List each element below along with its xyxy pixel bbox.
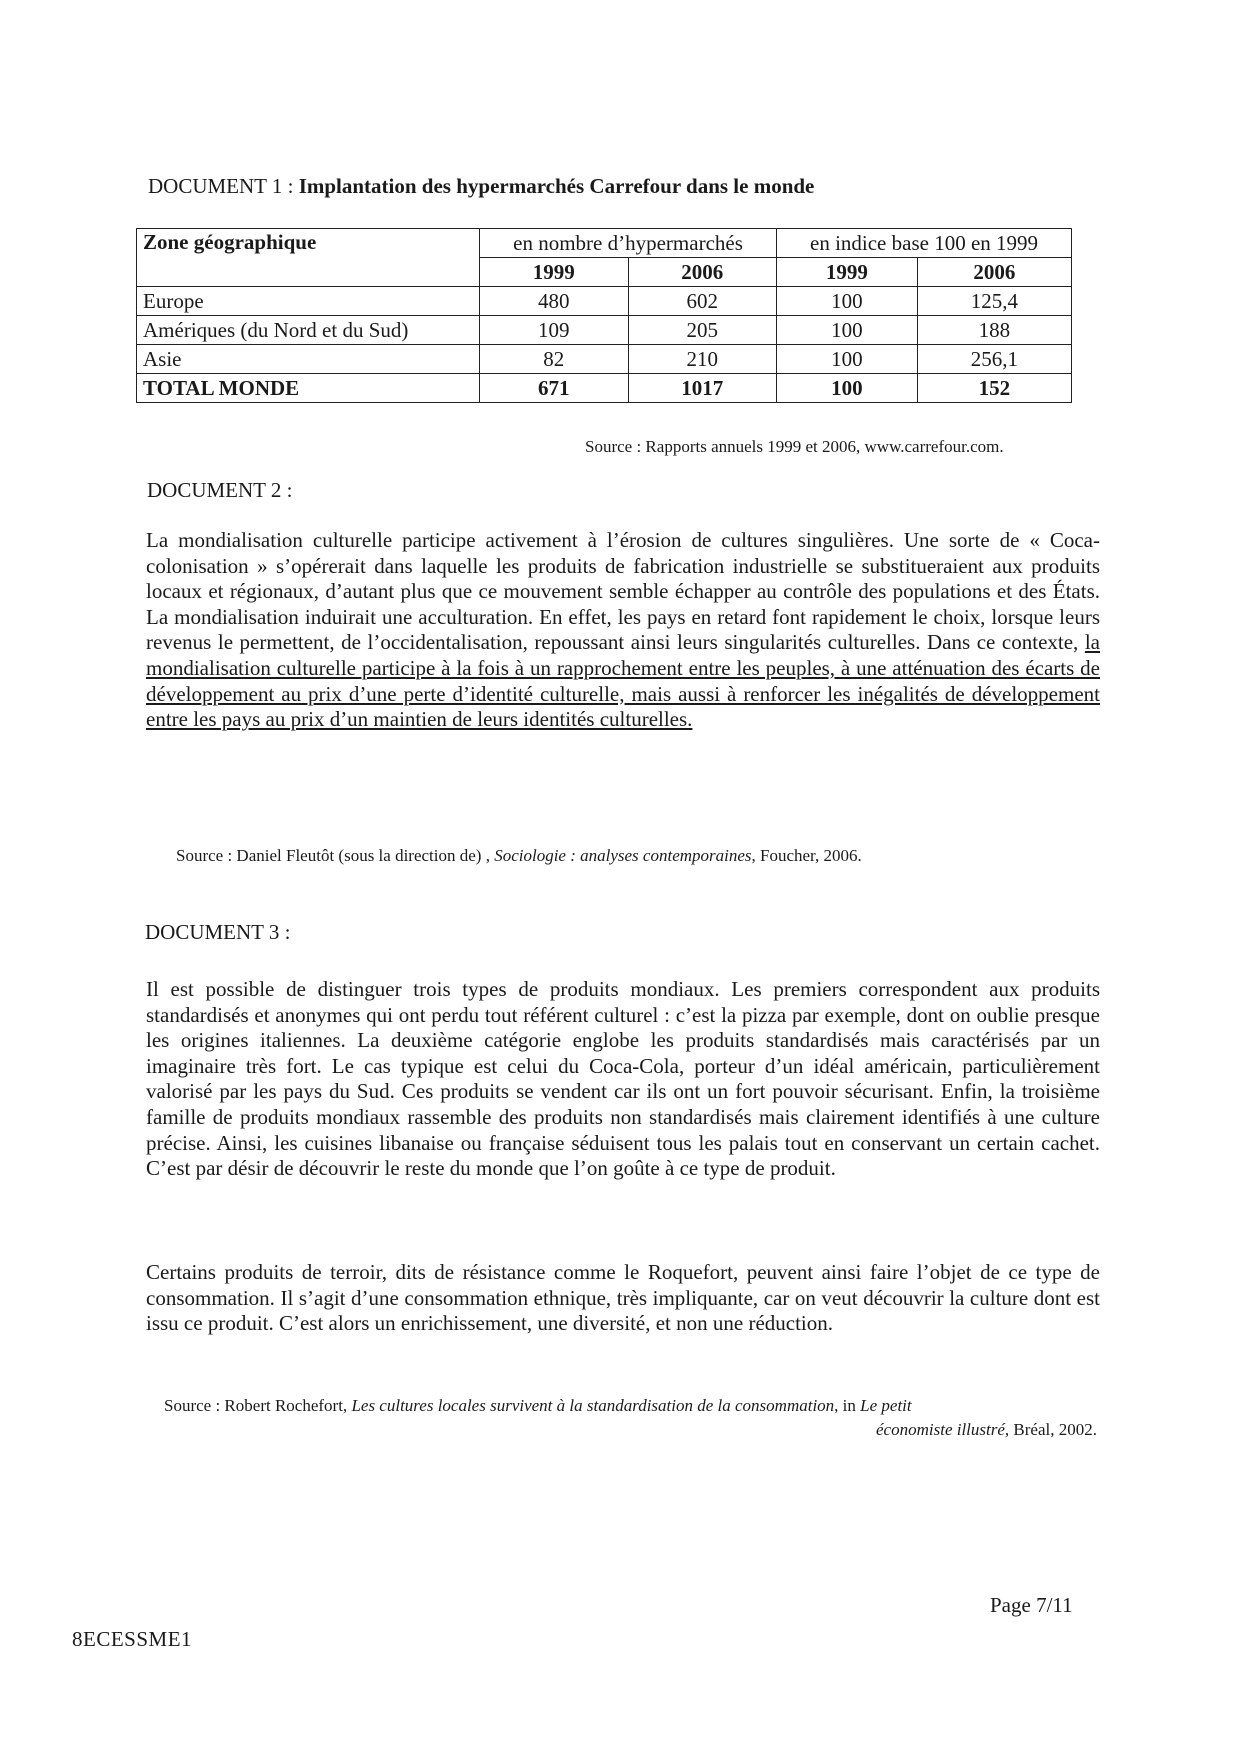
total-value: 671 xyxy=(480,374,629,403)
year-header: 1999 xyxy=(480,258,629,287)
doc1-source: Source : Rapports annuels 1999 et 2006, www.carrefour.com. xyxy=(585,437,1004,456)
value-cell: 125,4 xyxy=(917,287,1071,316)
value-cell: 100 xyxy=(777,316,918,345)
total-value: 152 xyxy=(917,374,1071,403)
zone-cell: Asie xyxy=(137,345,480,374)
doc1-heading-label: DOCUMENT 1 : xyxy=(148,174,294,198)
doc2-source-title: Sociologie : analyses contemporaines xyxy=(494,846,752,865)
doc3-source-title2b: économiste illustré xyxy=(876,1420,1005,1439)
doc2-text-underlined: la mondialisation culturelle participe à la fois à un rapprochement entre les peuples, à une atténuation des écarts de développement au prix d’une perte d’identité culturelle, mais aussi à renforcer les inégalités de développement entre les pays au prix d’un maintien de leurs identités culturelles. xyxy=(146,630,1100,732)
total-value: 1017 xyxy=(628,374,777,403)
doc2-paragraph xyxy=(146,528,1100,733)
doc3-paragraph-2: Certains produits de terroir, dits de résistance comme le Roquefort, peuvent ainsi faire l’objet de ce type de consommation. Il s’agit d’une consommation ethnique, très impliquante, car on veut découvrir la culture dont est issu ce produit. C’est alors un enrichissement, une diversité, et non une réduction. xyxy=(146,1260,1100,1336)
document-code: 8ECESSME1 xyxy=(72,1627,193,1651)
value-cell: 210 xyxy=(628,345,777,374)
doc1-heading-title: Implantation des hypermarchés Carrefour dans le monde xyxy=(298,174,815,198)
table-row xyxy=(137,287,1072,316)
count-group-header: en nombre d’hypermarchés xyxy=(480,229,777,258)
index-group-header: en indice base 100 en 1999 xyxy=(777,229,1072,258)
value-cell: 82 xyxy=(480,345,629,374)
value-cell: 205 xyxy=(628,316,777,345)
value-cell: 109 xyxy=(480,316,629,345)
doc3-source-suffix: , Bréal, 2002. xyxy=(1004,1420,1097,1439)
hypermarket-table xyxy=(136,228,1072,403)
table-row xyxy=(137,316,1072,345)
year-header: 1999 xyxy=(777,258,918,287)
doc3-source-title1: Les cultures locales survivent à la standardisation de la consommation xyxy=(351,1396,835,1415)
doc2-heading: DOCUMENT 2 : xyxy=(147,478,293,502)
value-cell: 188 xyxy=(917,316,1071,345)
doc3-heading: DOCUMENT 3 : xyxy=(145,920,291,944)
year-header: 2006 xyxy=(628,258,777,287)
year-header: 2006 xyxy=(917,258,1071,287)
zone-header: Zone géographique xyxy=(137,229,480,287)
value-cell: 100 xyxy=(777,287,918,316)
doc3-paragraph-1: Il est possible de distinguer trois types de produits mondiaux. Les premiers correspondent aux produits standardisés et anonymes qui ont perdu tout référent culturel : c’est la pizza par exemple, dont on oublie presque les origines italiennes. La deuxième catégorie englobe les produits standardisés mais caractérisés par un imaginaire très fort. Le cas typique est celui du Coca-Cola, porteur d’un idéal américain, particulièrement valorisé par les pays du Sud. Ces produits se vendent car ils ont un fort pouvoir sécurisant. Enfin, la troisième famille de produits mondiaux rassemble des produits non standardisés mais clairement identifiés à une culture précise. Ainsi, les cuisines libanaise ou française séduisent tous les palais tout en conservant un certain cachet. C’est par désir de découvrir le reste du monde que l’on goûte à ce type de produit. xyxy=(146,977,1100,1181)
doc2-source xyxy=(176,846,862,866)
total-label: TOTAL MONDE xyxy=(137,374,480,403)
total-row xyxy=(137,374,1072,403)
value-cell: 256,1 xyxy=(917,345,1071,374)
zone-cell: Amériques (du Nord et du Sud) xyxy=(137,316,480,345)
total-value: 100 xyxy=(777,374,918,403)
doc2-text-plain: La mondialisation culturelle participe activement à l’érosion de cultures singulières. Une sorte de « Coca-colonisation » s’opérerait dans laquelle les produits de fabrication industrielle se substitueraient aux produits locaux et régionaux, d’autant plus que ce mouvement semble échapper au contrôle des populations et des États. La mondialisation induirait une acculturation. En effet, les pays en retard font rapidement le choix, lorsque leurs revenus le permettent, de l’occidentalisation, repoussant ainsi leurs singularités culturelles. Dans ce contexte, xyxy=(146,528,1100,655)
doc2-source-suffix: , Foucher, 2006. xyxy=(751,846,862,865)
table-row xyxy=(137,345,1072,374)
zone-cell: Europe xyxy=(137,287,480,316)
doc1-heading xyxy=(148,174,814,199)
doc3-source-line-1 xyxy=(164,1396,912,1416)
doc3-source-prefix: Source : Robert Rochefort, xyxy=(164,1396,352,1415)
doc2-source-prefix: Source : Daniel Fleutôt (sous la direction de) , xyxy=(176,846,495,865)
doc3-source-line-2 xyxy=(876,1420,1097,1440)
value-cell: 602 xyxy=(628,287,777,316)
doc3-source-mid: , in xyxy=(834,1396,861,1415)
value-cell: 100 xyxy=(777,345,918,374)
value-cell: 480 xyxy=(480,287,629,316)
doc3-source-title2a: Le petit xyxy=(860,1396,912,1415)
page-number: Page 7/11 xyxy=(990,1593,1073,1617)
